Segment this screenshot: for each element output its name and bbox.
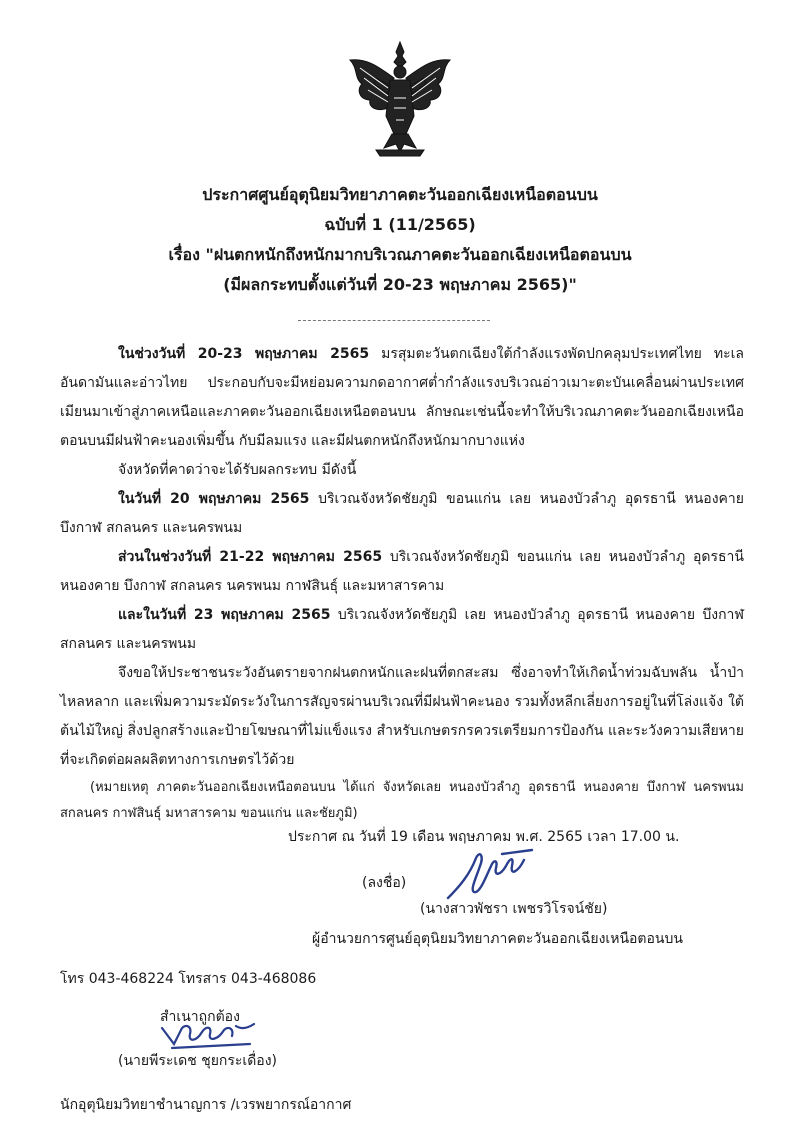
paragraph-day-23 xyxy=(60,601,744,659)
signer-name: (นางสาวพัชรา เพชรวิโรจน์ชัย) xyxy=(420,901,608,917)
day-21-22-date: ส่วนในช่วงวันที่ 21-22 พฤษภาคม 2565 xyxy=(118,549,383,565)
situation-period: ในช่วงวันที่ 20-23 พฤษภาคม 2565 xyxy=(118,346,370,362)
director-signature-icon xyxy=(440,846,550,906)
paragraph-note: (หมายเหตุ ภาคตะวันออกเฉียงเหนือตอนบน ได้แก่ จังหวัดเลย หนองบัวลำภู อุดรธานี หนองคาย บึงกาฬ นครพนม สกลนคร กาฬสินธุ์ มหาสารคาม ขอนแก่น และชัยภูมิ) xyxy=(60,780,744,821)
signed-label: (ลงชื่อ) xyxy=(362,875,407,891)
header-period: (มีผลกระทบตั้งแต่วันที่ 20-23 พฤษภาคม 2565)" xyxy=(223,275,577,294)
announce-date: ประกาศ ณ วันที่ 19 เดือน พฤษภาคม พ.ศ. 2565 เวลา 17.00 น. xyxy=(288,829,680,845)
garuda-emblem-icon xyxy=(340,38,460,158)
header-subject: เรื่อง "ฝนตกหนักถึงหนักมากบริเวณภาคตะวันออกเฉียงเหนือตอนบน xyxy=(168,245,632,264)
paragraph-day-21-22 xyxy=(60,543,744,601)
announcement-body xyxy=(60,340,744,827)
copy-signer-name: (นายพีระเดช ชุยกระเดื่อง) xyxy=(118,1053,277,1069)
day-20-areas: บริเวณจังหวัดชัยภูมิ ขอนแก่น เลย หนองบัวลำภู อุดรธานี หนองคาย บึงกาฬ สกลนคร และนครพนม xyxy=(60,491,744,536)
day-23-date: และในวันที่ 23 พฤษภาคม 2565 xyxy=(118,607,331,623)
day-21-22-areas: บริเวณจังหวัดชัยภูมิ ขอนแก่น เลย หนองบัวลำภู อุดรธานี หนองคาย บึงกาฬ สกลนคร นครพนม กาฬสินธุ์ และมหาสารคาม xyxy=(60,549,744,594)
copy-signer-title: นักอุตุนิยมวิทยาชำนาญการ /เวรพยากรณ์อากาศ xyxy=(60,1097,352,1113)
signer-title: ผู้อำนวยการศูนย์อุตุนิยมวิทยาภาคตะวันออกเฉียงเหนือตอนบน xyxy=(312,931,683,947)
contact-phone-fax: โทร 043-468224 โทรสาร 043-468086 xyxy=(60,971,317,987)
certified-copy-label: สำเนาถูกต้อง xyxy=(160,1009,240,1025)
situation-text: มรสุมตะวันตกเฉียงใต้กำลังแรงพัดปกคลุมประเทศไทย ทะเลอันดามันและอ่าวไทย ประกอบกับจะมีหย่อมความกดอากาศต่ำกำลังแรงบริเวณอ่าวเมาะตะบันเคลื่อนผ่านประเทศเมียนมาเข้าสู่ภาคเหนือและภาคตะวันออกเฉียงเหนือตอนบน ลักษณะเช่นนี้จะทำให้บริเวณภาคตะวันออกเฉียงเหนือตอนบนมีฝนฟ้าคะนองเพิ่มขึ้น กับมีลมแรง และมีฝนตกหนักถึงหนักมากบางแห่ง xyxy=(60,346,744,449)
header-issue: ฉบับที่ 1 (11/2565) xyxy=(324,215,476,234)
paragraph-day-20 xyxy=(60,485,744,543)
divider xyxy=(298,320,490,321)
day-20-date: ในวันที่ 20 พฤษภาคม 2565 xyxy=(118,491,310,507)
copy-signature-icon xyxy=(152,1018,262,1052)
paragraph-advisory: จึงขอให้ประชาชนระวังอันตรายจากฝนตกหนักและฝนที่ตกสะสม ซึ่งอาจทำให้เกิดน้ำท่วมฉับพลัน น้ำป่าไหลหลาก และเพิ่มความระมัดระวังในการสัญจรผ่านบริเวณที่มีฝนฟ้าคะนอง รวมทั้งหลีกเลี่ยงการอยู่ในที่โล่งแจ้ง ใต้ต้นไม้ใหญ่ สิ่งปลูกสร้างและป้ายโฆษณาที่ไม่แข็งแรง สำหรับเกษตรกรควรเตรียมการป้องกัน และระวังความเสียหายที่จะเกิดต่อผลผลิตทางการเกษตรไว้ด้วย xyxy=(60,665,744,768)
day-23-areas: บริเวณจังหวัดชัยภูมิ เลย หนองบัวลำภู อุดรธานี หนองคาย บึงกาฬ สกลนคร และนครพนม xyxy=(60,607,744,652)
paragraph-situation xyxy=(60,340,744,456)
header-title: ประกาศศูนย์อุตุนิยมวิทยาภาคตะวันออกเฉียงเหนือตอนบน xyxy=(202,185,598,204)
paragraph-affected-intro: จังหวัดที่คาดว่าจะได้รับผลกระทบ มีดังนี้ xyxy=(118,462,357,478)
